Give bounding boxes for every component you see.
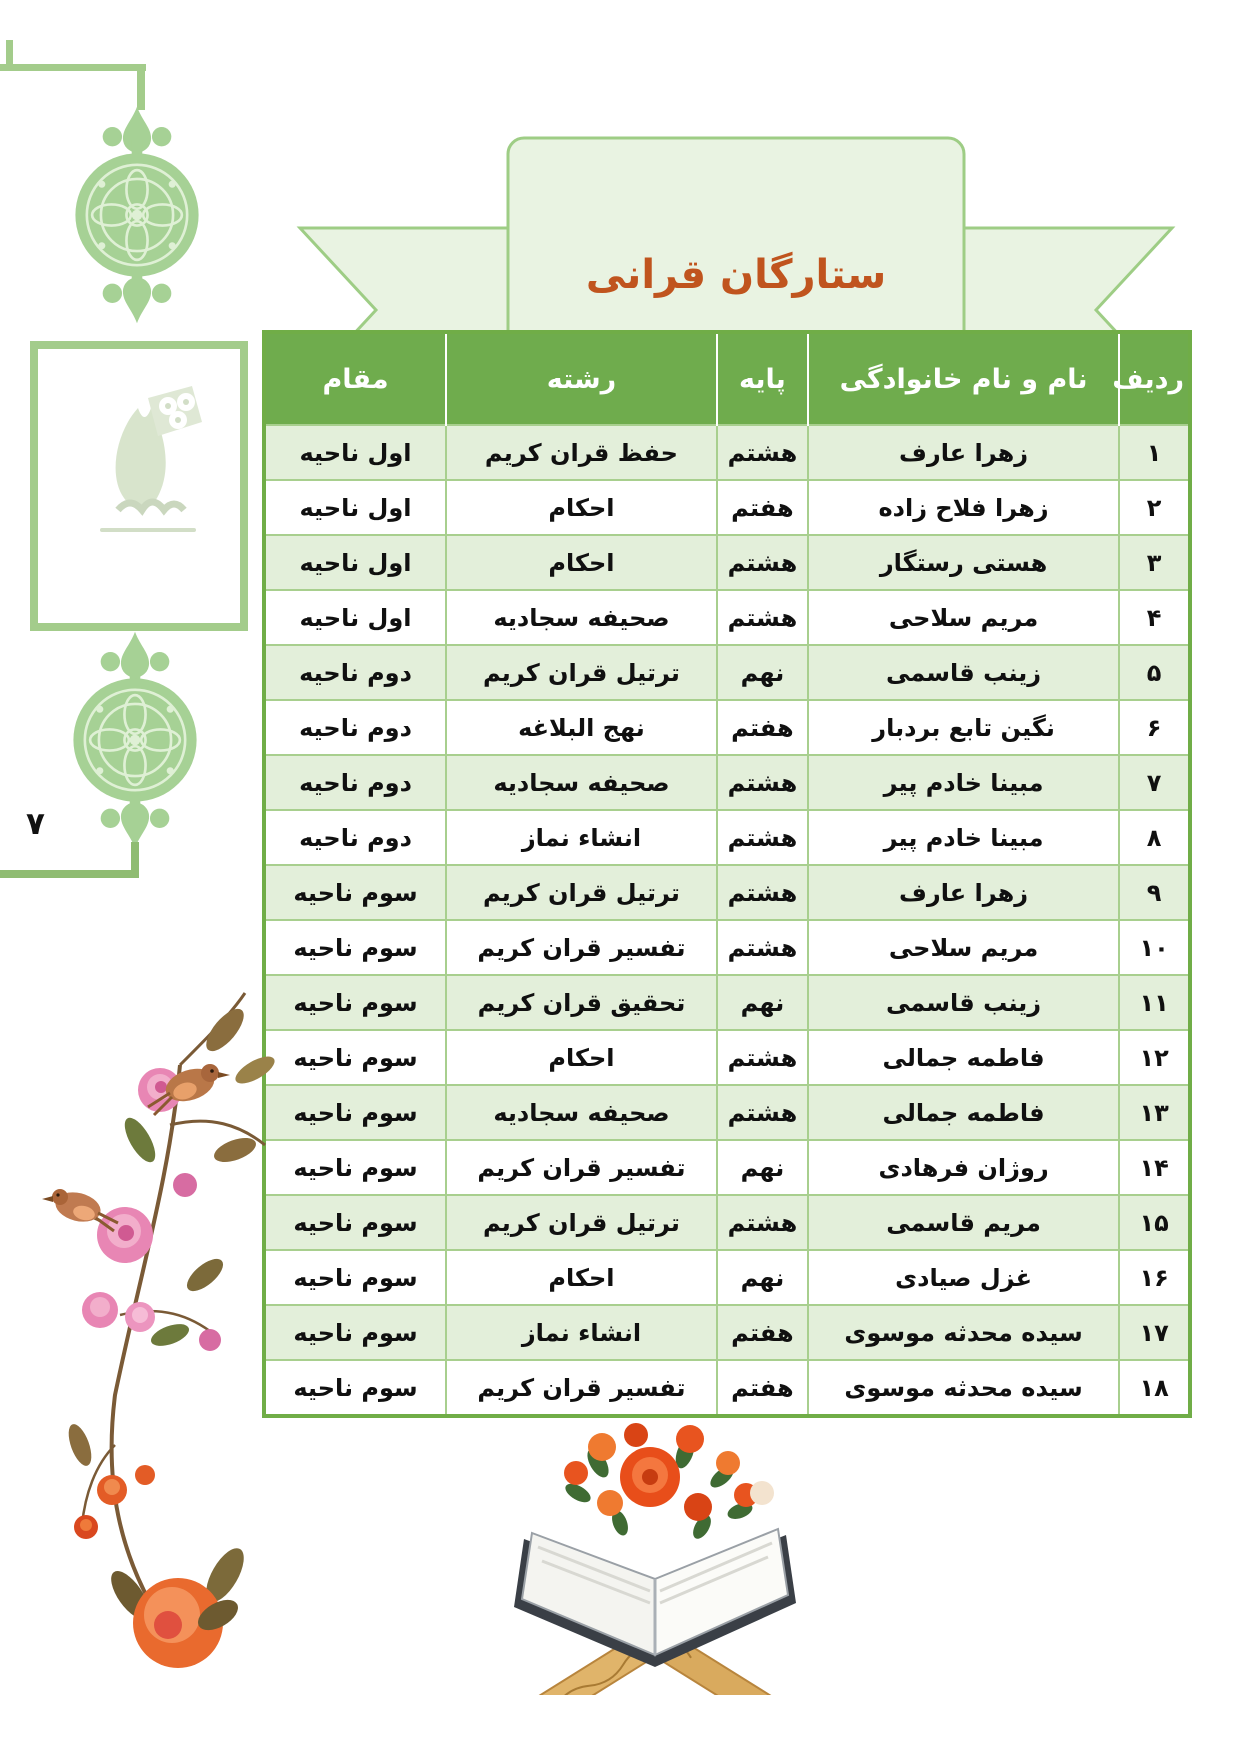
cell-row-number: ۸ [1119,810,1190,865]
cell-grade: هفتم [717,1305,808,1360]
cell-row-number: ۱۲ [1119,1030,1190,1085]
cell-grade: نهم [717,645,808,700]
cell-row-number: ۱۳ [1119,1085,1190,1140]
arabesque-medallion-top-icon [75,107,198,323]
cell-field: نهج البلاغه [446,700,717,755]
quran-illustration [490,1415,820,1695]
table-row [264,480,1190,535]
table-row [264,865,1190,920]
cell-field: احکام [446,480,717,535]
cell-row-number: ۱۱ [1119,975,1190,1030]
table-row [264,590,1190,645]
cell-name: سیده محدثه موسوی [808,1360,1119,1416]
cell-rank: سوم ناحیه [264,1140,446,1195]
header-field: رشته [446,332,717,425]
cell-rank: دوم ناحیه [264,645,446,700]
cell-name: زینب قاسمی [808,645,1119,700]
cell-name: مبینا خادم پیر [808,810,1119,865]
cell-field: ترتیل قران کریم [446,645,717,700]
table-row [264,425,1190,480]
table-row [264,1250,1190,1305]
page-number: ۷ [26,806,45,842]
cell-grade: نهم [717,1250,808,1305]
cell-grade: نهم [717,975,808,1030]
cell-row-number: ۱۶ [1119,1250,1190,1305]
cell-grade: هشتم [717,535,808,590]
cell-name: غزل صیادی [808,1250,1119,1305]
cell-field: تحقیق قران کریم [446,975,717,1030]
table-row [264,1140,1190,1195]
cell-name: سیده محدثه موسوی [808,1305,1119,1360]
cell-grade: هشتم [717,590,808,645]
bouquet [562,1423,774,1542]
table-row [264,535,1190,590]
cell-field: تفسیر قران کریم [446,920,717,975]
cell-name: مریم سلاحی [808,590,1119,645]
cell-rank: اول ناحیه [264,480,446,535]
cell-name: زهرا عارف [808,425,1119,480]
table-row [264,920,1190,975]
cell-name: فاطمه جمالی [808,1085,1119,1140]
header-row-number: ردیف [1119,332,1190,425]
table-row [264,1305,1190,1360]
cell-grade: هشتم [717,865,808,920]
cell-field: صحیفه سجادیه [446,590,717,645]
cell-grade: هفتم [717,700,808,755]
table-row [264,1030,1190,1085]
cell-grade: هشتم [717,1085,808,1140]
cell-grade: هشتم [717,810,808,865]
table-row [264,1085,1190,1140]
cell-field: صحیفه سجادیه [446,755,717,810]
cell-row-number: ۲ [1119,480,1190,535]
top-frame-line [0,40,146,110]
cell-row-number: ۷ [1119,755,1190,810]
cell-name: مریم سلاحی [808,920,1119,975]
table-row [264,810,1190,865]
cell-name: زهرا فلاح زاده [808,480,1119,535]
cell-row-number: ۹ [1119,865,1190,920]
cell-grade: هفتم [717,1360,808,1416]
results-table-body [264,425,1190,1416]
cell-name: نگین تابع بردبار [808,700,1119,755]
cell-rank: سوم ناحیه [264,1030,446,1085]
results-table-head [264,332,1190,425]
bottom-frame-line [0,842,139,878]
cell-rank: اول ناحیه [264,590,446,645]
cell-rank: سوم ناحیه [264,1085,446,1140]
cell-name: فاطمه جمالی [808,1030,1119,1085]
cell-rank: دوم ناحیه [264,700,446,755]
header-name: نام و نام خانوادگی [808,332,1119,425]
cell-rank: سوم ناحیه [264,865,446,920]
cell-grade: هشتم [717,1195,808,1250]
cell-name: زهرا عارف [808,865,1119,920]
cell-row-number: ۱ [1119,425,1190,480]
cell-field: انشاء نماز [446,1305,717,1360]
banner-title: ستارگان قرانی [585,252,887,298]
cell-grade: هشتم [717,920,808,975]
cell-field: انشاء نماز [446,810,717,865]
cell-name: روژان فرهادی [808,1140,1119,1195]
cell-grade: هفتم [717,480,808,535]
cell-field: ترتیل قران کریم [446,1195,717,1250]
cell-field: ترتیل قران کریم [446,865,717,920]
school-logo-frame [34,345,244,627]
cell-rank: اول ناحیه [264,425,446,480]
cell-field: تفسیر قران کریم [446,1140,717,1195]
table-row [264,645,1190,700]
cell-rank: سوم ناحیه [264,1360,446,1416]
cell-grade: هشتم [717,425,808,480]
cell-grade: هشتم [717,755,808,810]
table-row [264,1195,1190,1250]
cell-row-number: ۱۴ [1119,1140,1190,1195]
cell-grade: نهم [717,1140,808,1195]
cell-rank: اول ناحیه [264,535,446,590]
open-quran [514,1529,796,1667]
cell-field: احکام [446,535,717,590]
cell-row-number: ۳ [1119,535,1190,590]
cell-rank: سوم ناحیه [264,1195,446,1250]
header-row [264,332,1190,425]
table-row [264,1360,1190,1416]
cell-field: احکام [446,1250,717,1305]
results-table [262,330,1192,1418]
cell-field: تفسیر قران کریم [446,1360,717,1416]
cell-rank: سوم ناحیه [264,1305,446,1360]
cell-row-number: ۱۷ [1119,1305,1190,1360]
cell-field: حفظ قران کریم [446,425,717,480]
cell-rank: سوم ناحیه [264,920,446,975]
cell-name: مبینا خادم پیر [808,755,1119,810]
cell-grade: هشتم [717,1030,808,1085]
cell-name: زینب قاسمی [808,975,1119,1030]
cell-field: احکام [446,1030,717,1085]
left-ornament-column [0,30,270,900]
cell-rank: سوم ناحیه [264,1250,446,1305]
table-row [264,755,1190,810]
table-row [264,975,1190,1030]
cell-name: مریم قاسمی [808,1195,1119,1250]
cell-row-number: ۵ [1119,645,1190,700]
header-rank: مقام [264,332,446,425]
cell-rank: دوم ناحیه [264,810,446,865]
cell-row-number: ۶ [1119,700,1190,755]
cell-row-number: ۱۵ [1119,1195,1190,1250]
cell-row-number: ۴ [1119,590,1190,645]
header-grade: پایه [717,332,808,425]
cell-name: هستی رستگار [808,535,1119,590]
table-row [264,700,1190,755]
cell-field: صحیفه سجادیه [446,1085,717,1140]
flower-branch-illustration [20,975,330,1685]
cell-rank: سوم ناحیه [264,975,446,1030]
bird-icon [42,1188,118,1231]
arabesque-medallion-bottom-icon [73,632,196,848]
cell-row-number: ۱۸ [1119,1360,1190,1416]
cell-rank: دوم ناحیه [264,755,446,810]
cell-row-number: ۱۰ [1119,920,1190,975]
